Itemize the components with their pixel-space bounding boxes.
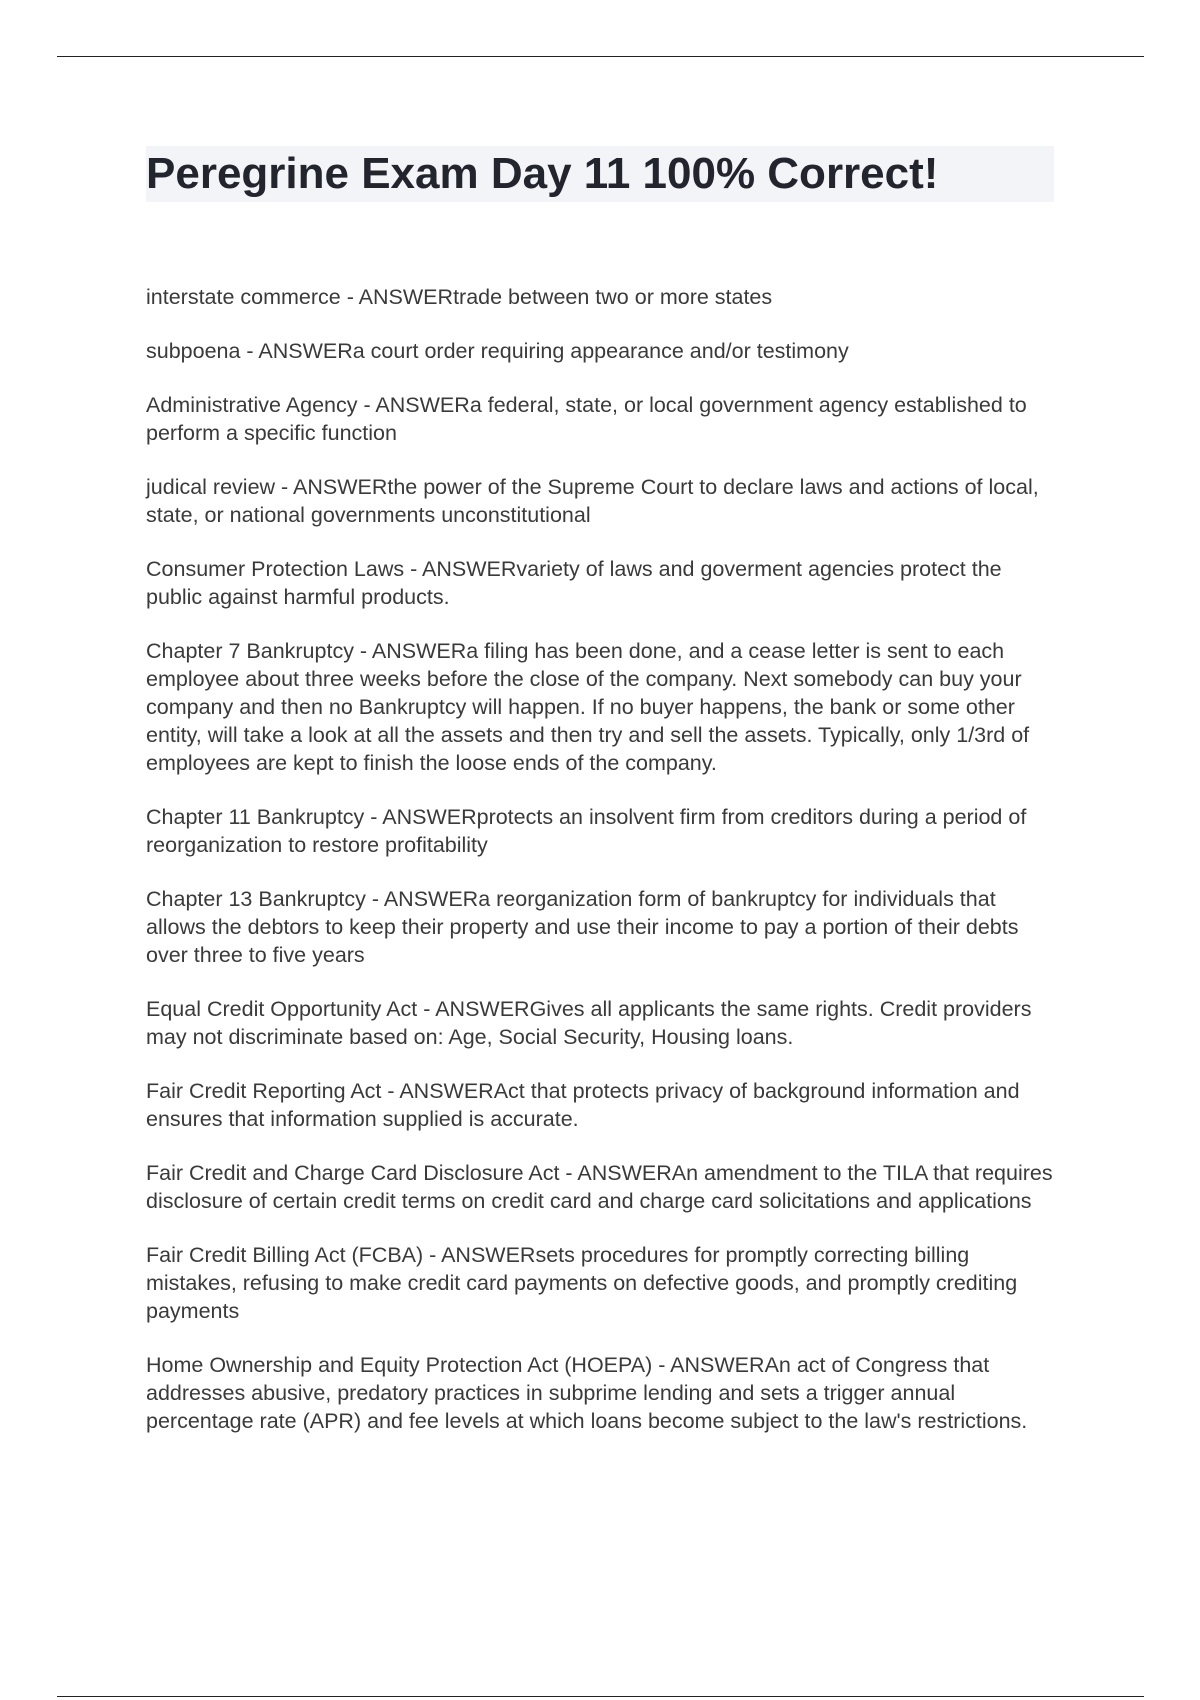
qa-list xyxy=(146,283,1061,1461)
entry-answer: the power of the Supreme Court to declare laws and actions of local, state, or national governments unconstitutional xyxy=(146,475,1039,527)
entry-term: Fair Credit Billing Act (FCBA) xyxy=(146,1243,424,1267)
entry-answer: a court order requiring appearance and/or testimony xyxy=(352,339,849,363)
entry-answer: Gives all applicants the same rights. Credit providers may not discriminate based on: Age, Social Security, Housing loans. xyxy=(146,997,1032,1049)
qa-entry xyxy=(146,337,1061,365)
qa-entry xyxy=(146,283,1061,311)
entry-answer: a reorganization form of bankruptcy for individuals that allows the debtors to keep their property and use their income to pay a portion of their debts over three to five years xyxy=(146,887,1019,967)
entry-answer: An amendment to the TILA that requires disclosure of certain credit terms on credit card and charge card solicitations and applications xyxy=(146,1161,1053,1213)
entry-term: Chapter 7 Bankruptcy xyxy=(146,639,354,663)
answer-marker: - ANSWER xyxy=(559,1161,672,1185)
entry-term: Equal Credit Opportunity Act xyxy=(146,997,418,1021)
entry-answer: a federal, state, or local government agency established to perform a specific function xyxy=(146,393,1027,445)
answer-marker: - ANSWER xyxy=(364,805,477,829)
entry-answer: trade between two or more states xyxy=(453,285,773,309)
entry-term: Home Ownership and Equity Protection Act (HOEPA) xyxy=(146,1353,653,1377)
page-title: Peregrine Exam Day 11 100% Correct! xyxy=(146,149,939,198)
entry-term: Fair Credit and Charge Card Disclosure Act xyxy=(146,1161,560,1185)
answer-marker: - ANSWER xyxy=(340,285,454,309)
qa-entry xyxy=(146,555,1061,611)
qa-entry xyxy=(146,391,1061,447)
answer-marker: - ANSWER xyxy=(353,639,467,663)
entry-term: Chapter 13 Bankruptcy xyxy=(146,887,366,911)
entry-answer: An act of Congress that addresses abusive, predatory practices in subprime lending and sets a trigger annual percentage rate (APR) and fee levels at which loans become subject to the law's restrictions. xyxy=(146,1353,1028,1433)
entry-term: judical review xyxy=(146,475,276,499)
qa-entry xyxy=(146,637,1061,777)
answer-marker: - ANSWER xyxy=(275,475,388,499)
qa-entry xyxy=(146,473,1061,529)
qa-entry xyxy=(146,1351,1061,1435)
answer-marker: - ANSWER xyxy=(357,393,470,417)
title-banner xyxy=(146,146,1054,202)
entry-term: subpoena xyxy=(146,339,241,363)
entry-answer: a filing has been done, and a cease letter is sent to each employee about three weeks before the close of the company. Next somebody can buy your company and then no Bankruptcy will happen. If no buyer happens, the bank or some other entity, will take a look at all the assets and then try and sell the assets. Typically, only 1/3rd of employees are kept to finish the loose ends of the company. xyxy=(146,639,1030,775)
answer-marker: - ANSWER xyxy=(404,557,517,581)
entry-answer: variety of laws and goverment agencies protect the public against harmful products. xyxy=(146,557,1002,609)
entry-term: Administrative Agency xyxy=(146,393,358,417)
bottom-divider xyxy=(57,1696,1144,1697)
entry-answer: sets procedures for promptly correcting billing mistakes, refusing to make credit card payments on defective goods, and promptly crediting payments xyxy=(146,1243,1018,1323)
answer-marker: - ANSWER xyxy=(423,1243,536,1267)
qa-entry xyxy=(146,1159,1061,1215)
answer-marker: - ANSWER xyxy=(652,1353,765,1377)
entry-term: Chapter 11 Bankruptcy xyxy=(146,805,365,829)
answer-marker: - ANSWER xyxy=(240,339,353,363)
entry-term: Fair Credit Reporting Act xyxy=(146,1079,382,1103)
top-divider xyxy=(57,56,1144,57)
answer-marker: - ANSWER xyxy=(417,997,530,1021)
entry-answer: protects an insolvent firm from creditors during a period of reorganization to restore profitability xyxy=(146,805,1027,857)
qa-entry xyxy=(146,803,1061,859)
entry-term: Consumer Protection Laws xyxy=(146,557,405,581)
answer-marker: - ANSWER xyxy=(381,1079,494,1103)
qa-entry xyxy=(146,995,1061,1051)
qa-entry xyxy=(146,1077,1061,1133)
qa-entry xyxy=(146,885,1061,969)
qa-entry xyxy=(146,1241,1061,1325)
entry-answer: Act that protects privacy of background information and ensures that information supplied is accurate. xyxy=(146,1079,1020,1131)
answer-marker: - ANSWER xyxy=(365,887,479,911)
entry-term: interstate commerce xyxy=(146,285,341,309)
